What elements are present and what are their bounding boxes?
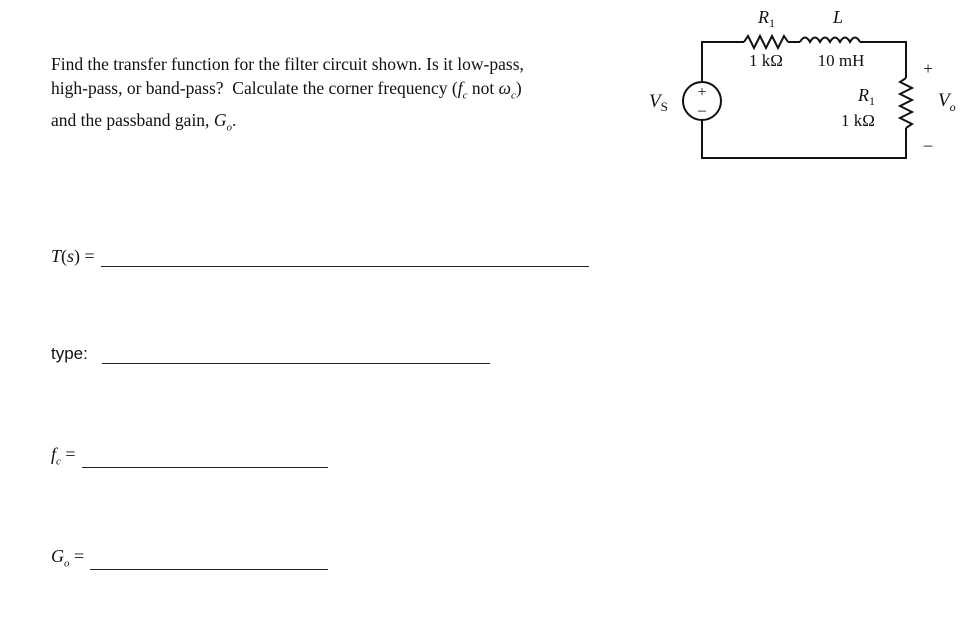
source-plus-sign: + (697, 84, 707, 101)
inductor (800, 38, 860, 43)
source-label: $V_S$ (649, 91, 668, 114)
problem-line-3: and the passband gain, $G_o$. (51, 109, 237, 133)
problem-line-1: Find the transfer function for the filter circuit shown. Is it low-pass, (51, 54, 524, 74)
output-minus-sign: – (923, 135, 933, 154)
source-minus-sign: – (698, 102, 706, 119)
wire-right-top (860, 42, 906, 78)
passband-gain-label: $G_o$ = (51, 546, 85, 570)
problem-line-2: high-pass, or band-pass? Calculate the corner frequency ($f_c$ not $\omega_c$) (51, 78, 522, 102)
wire-left-top (702, 42, 744, 82)
output-label: $V_o$ (938, 90, 956, 114)
series-resistor-value: 1 kΩ (749, 51, 783, 70)
corner-frequency-label: $f_c$ = (51, 444, 76, 468)
series-resistor-name: $R_1$ (758, 7, 775, 30)
filter-type-label: type: (51, 344, 88, 363)
transfer-function-label: T(s) = (51, 246, 95, 266)
shunt-resistor-value: 1 kΩ (841, 111, 875, 130)
shunt-resistor-name: $R_1$ (858, 85, 875, 108)
shunt-resistor (900, 78, 912, 128)
inductor-value: 10 mH (817, 51, 865, 70)
inductor-name: L (833, 7, 844, 27)
series-resistor (744, 36, 788, 48)
output-plus-sign: + (923, 59, 933, 78)
wire-left-bottom (702, 120, 906, 158)
